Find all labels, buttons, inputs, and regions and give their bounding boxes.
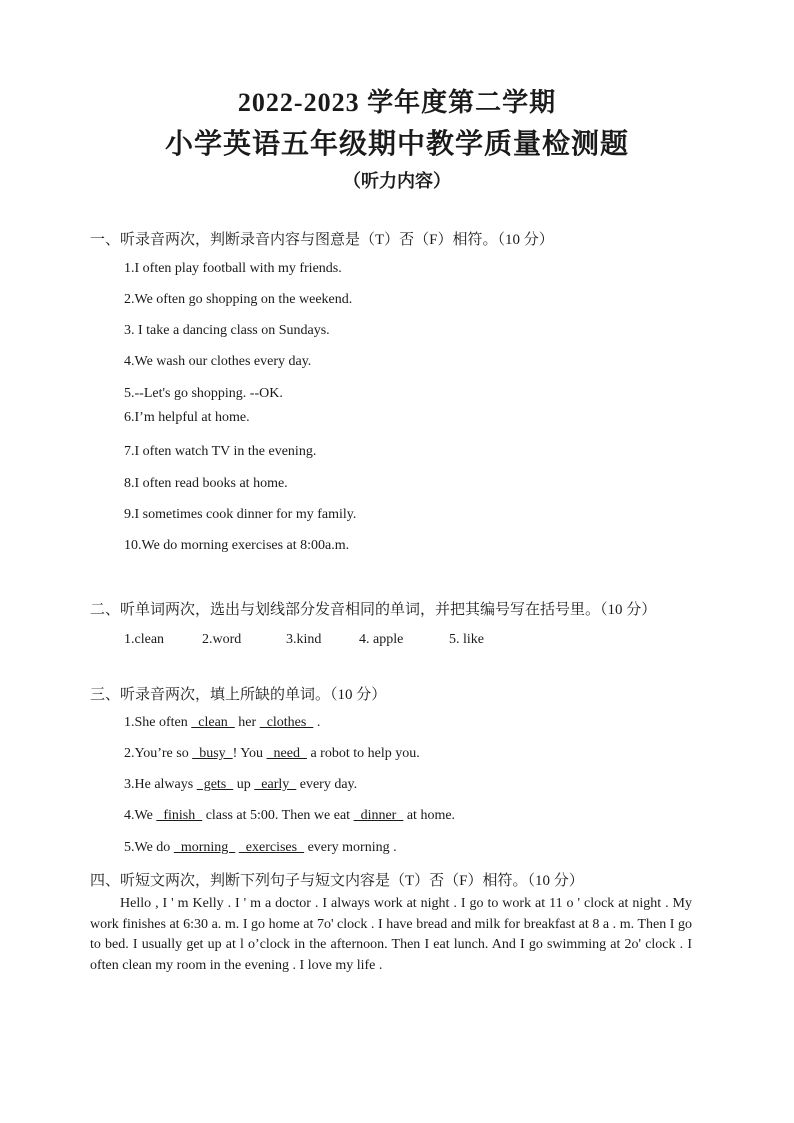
section1-heading: 一、听录音两次，判断录音内容与图意是（T）否（F）相符。（10 分） — [90, 232, 554, 248]
sentence-text: a robot to help you. — [306, 746, 420, 761]
section1-item: 8.I often read books at home. — [124, 476, 288, 491]
listening-passage: Hello , I ' m Kelly . I ' m a doctor . I always work at night . I go to work at 11 o ' clock at night . My work finishes at 6:30 a. m. I go home at 7o' clock . I have bread and milk for breakfast at 8 a . m. Then I go to bed. I usually get up at l o’clock in the afternoon. Then I eat lunch. And I go swimming at 2o' clock . I often clean my room in the evening . I love my life . — [90, 896, 692, 973]
word-option: 3.kind — [286, 632, 322, 647]
section1-item: 4.We wash our clothes every day. — [124, 354, 312, 369]
sentence-text: up — [233, 777, 255, 792]
section2-heading: 二、听单词两次，选出与划线部分发音相同的单词，并把其编号写在括号里。（10 分） — [90, 602, 657, 618]
answer-blank: early — [254, 777, 297, 792]
answer-blank: gets — [196, 777, 234, 792]
sentence-text: 5.We do — [124, 840, 174, 855]
sentence-text: her — [234, 715, 260, 730]
answer-blank: dinner — [353, 808, 404, 823]
sentence-text: 4.We — [124, 808, 157, 823]
section4-heading: 四、听短文两次，判断下列句子与短文内容是（T）否（F）相符。（10 分） — [90, 873, 584, 889]
section2-word-list — [124, 632, 484, 648]
word-option: 1.clean — [124, 632, 165, 647]
fill-blank-sentence — [124, 840, 397, 856]
title-exam-name: 小学英语五年级期中教学质量检测题 — [164, 129, 629, 160]
section1-item: 3. I take a dancing class on Sundays. — [124, 323, 330, 338]
answer-blank: clean — [191, 715, 235, 730]
section1-item: 6.I’m helpful at home. — [124, 410, 250, 425]
sentence-text: . — [313, 715, 321, 730]
fill-blank-sentence — [124, 808, 455, 824]
sentence-text: class at 5:00. Then we eat — [202, 808, 354, 823]
fill-blank-sentence — [124, 715, 320, 731]
answer-blank: morning — [173, 840, 236, 855]
section1-item: 5.--Let's go shopping. --OK. — [124, 386, 283, 401]
answer-blank: need — [266, 746, 307, 761]
sentence-text: 3.He always — [124, 777, 197, 792]
word-option: 5. like — [449, 632, 484, 647]
title-school-year: 2022-2023 学年度第二学期 — [237, 88, 557, 117]
sentence-text: at home. — [403, 808, 456, 823]
sentence-text: 2.You’re so — [124, 746, 193, 761]
sentence-text: every morning . — [304, 840, 397, 855]
title-listening-content: （听力内容） — [343, 171, 451, 191]
section1-item: 10.We do morning exercises at 8:00a.m. — [124, 538, 350, 553]
answer-blank: exercises — [238, 840, 305, 855]
sentence-text: ! You — [232, 746, 267, 761]
answer-blank: finish — [156, 808, 203, 823]
sentence-text: 1.She often — [124, 715, 192, 730]
fill-blank-sentence — [124, 777, 357, 793]
section1-item: 2.We often go shopping on the weekend. — [124, 292, 353, 307]
section1-item: 1.I often play football with my friends. — [124, 261, 342, 276]
section1-item: 7.I often watch TV in the evening. — [124, 444, 317, 459]
word-option: 4. apple — [359, 632, 404, 647]
word-option: 2.word — [202, 632, 242, 647]
fill-blank-sentence — [124, 746, 420, 762]
section1-item: 9.I sometimes cook dinner for my family. — [124, 507, 357, 522]
section3-heading: 三、听录音两次，填上所缺的单词。（10 分） — [90, 687, 387, 703]
answer-blank: clothes — [259, 715, 314, 730]
sentence-text: every day. — [296, 777, 358, 792]
answer-blank: busy — [192, 746, 233, 761]
